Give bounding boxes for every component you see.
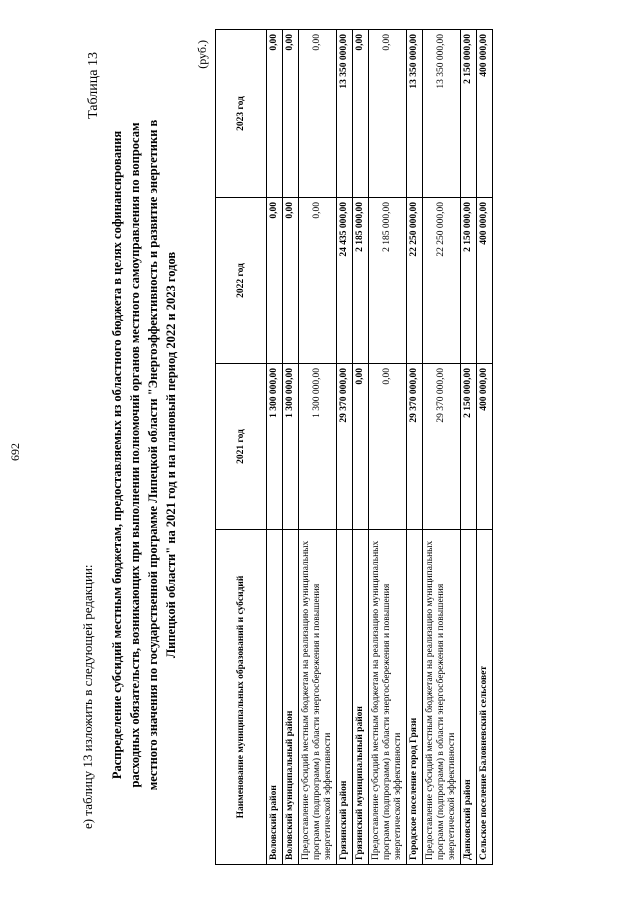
value-2022-cell: 2 185 000,00 — [369, 198, 407, 364]
table-row — [353, 30, 369, 865]
value-2021-cell: 0,00 — [369, 364, 407, 530]
value-2022-cell: 400 000,00 — [477, 198, 493, 364]
value-2021-cell: 1 300 000,00 — [299, 364, 337, 530]
column-header-2023: 2023 год — [216, 30, 267, 198]
value-2023-cell: 0,00 — [267, 30, 283, 198]
table-label: Таблица 13 — [86, 52, 101, 119]
value-2021-cell: 400 000,00 — [477, 364, 493, 530]
intro-text: е) таблицу 13 изложить в следующей редакции: — [80, 564, 95, 829]
value-2021-cell: 0,00 — [353, 364, 369, 530]
value-2023-cell: 0,00 — [299, 30, 337, 198]
row-name-cell: Воловский район — [267, 530, 283, 865]
table-row — [267, 30, 283, 865]
table-row — [423, 30, 461, 865]
value-2022-cell: 24 435 000,00 — [337, 198, 353, 364]
value-2023-cell: 13 350 000,00 — [337, 30, 353, 198]
page-number: 692 — [8, 443, 22, 461]
table-row — [369, 30, 407, 865]
value-2022-cell: 0,00 — [283, 198, 299, 364]
value-2021-cell: 29 370 000,00 — [423, 364, 461, 530]
table-row — [299, 30, 337, 865]
value-2023-cell: 13 350 000,00 — [407, 30, 423, 198]
row-name-cell: Грязинский район — [337, 530, 353, 865]
row-name-cell: Предоставление субсидий местным бюджетам на реализацию муниципальных программ (подпрограмм) в области энергосбережения и повышения энергетической эффективности — [423, 530, 461, 865]
document-heading: Распределение субсидий местным бюджетам, предоставляемых из областного бюджета в целях софинансирования расходных обязательств, возникающих при выполнении полномочий органов местного самоуправления по вопросам местного значения по государственной программе Липецкой области "Энергоэффективность и развитие энергетики в Липецкой области" на 2021 год и на плановый период 2022 и 2023 годов — [110, 119, 178, 791]
subsidy-table — [215, 29, 493, 865]
value-2022-cell: 0,00 — [267, 198, 283, 364]
row-name-cell: Сельское поселение Баловневский сельсовет — [477, 530, 493, 865]
value-2023-cell: 0,00 — [353, 30, 369, 198]
row-name-cell: Грязинский муниципальный район — [353, 530, 369, 865]
value-2023-cell: 2 150 000,00 — [461, 30, 477, 198]
value-2023-cell: 0,00 — [369, 30, 407, 198]
column-header-name: Наименование муниципальных образований и субсидий — [216, 530, 267, 865]
value-2022-cell: 22 250 000,00 — [407, 198, 423, 364]
table-row — [461, 30, 477, 865]
value-2021-cell: 1 300 000,00 — [267, 364, 283, 530]
value-2023-cell: 400 000,00 — [477, 30, 493, 198]
row-name-cell: Воловский муниципальный район — [283, 530, 299, 865]
value-2022-cell: 22 250 000,00 — [423, 198, 461, 364]
value-2022-cell: 0,00 — [299, 198, 337, 364]
value-2022-cell: 2 150 000,00 — [461, 198, 477, 364]
row-name-cell: Предоставление субсидий местным бюджетам на реализацию муниципальных программ (подпрограмм) в области энергосбережения и повышения энергетической эффективности — [369, 530, 407, 865]
table-row — [407, 30, 423, 865]
table-row — [337, 30, 353, 865]
value-2021-cell: 29 370 000,00 — [337, 364, 353, 530]
value-2021-cell: 1 300 000,00 — [283, 364, 299, 530]
value-2022-cell: 2 185 000,00 — [353, 198, 369, 364]
column-header-2021: 2021 год — [216, 364, 267, 530]
value-2021-cell: 29 370 000,00 — [407, 364, 423, 530]
value-2021-cell: 2 150 000,00 — [461, 364, 477, 530]
table-header-row — [216, 30, 267, 865]
row-name-cell: Городское поселение город Грязи — [407, 530, 423, 865]
value-2023-cell: 13 350 000,00 — [423, 30, 461, 198]
table-row — [283, 30, 299, 865]
row-name-cell: Данковский район — [461, 530, 477, 865]
table-row — [477, 30, 493, 865]
value-2023-cell: 0,00 — [283, 30, 299, 198]
row-name-cell: Предоставление субсидий местным бюджетам на реализацию муниципальных программ (подпрограмм) в области энергосбережения и повышения энергетической эффективности — [299, 530, 337, 865]
column-header-2022: 2022 год — [216, 198, 267, 364]
currency-unit: (руб.) — [195, 40, 209, 69]
